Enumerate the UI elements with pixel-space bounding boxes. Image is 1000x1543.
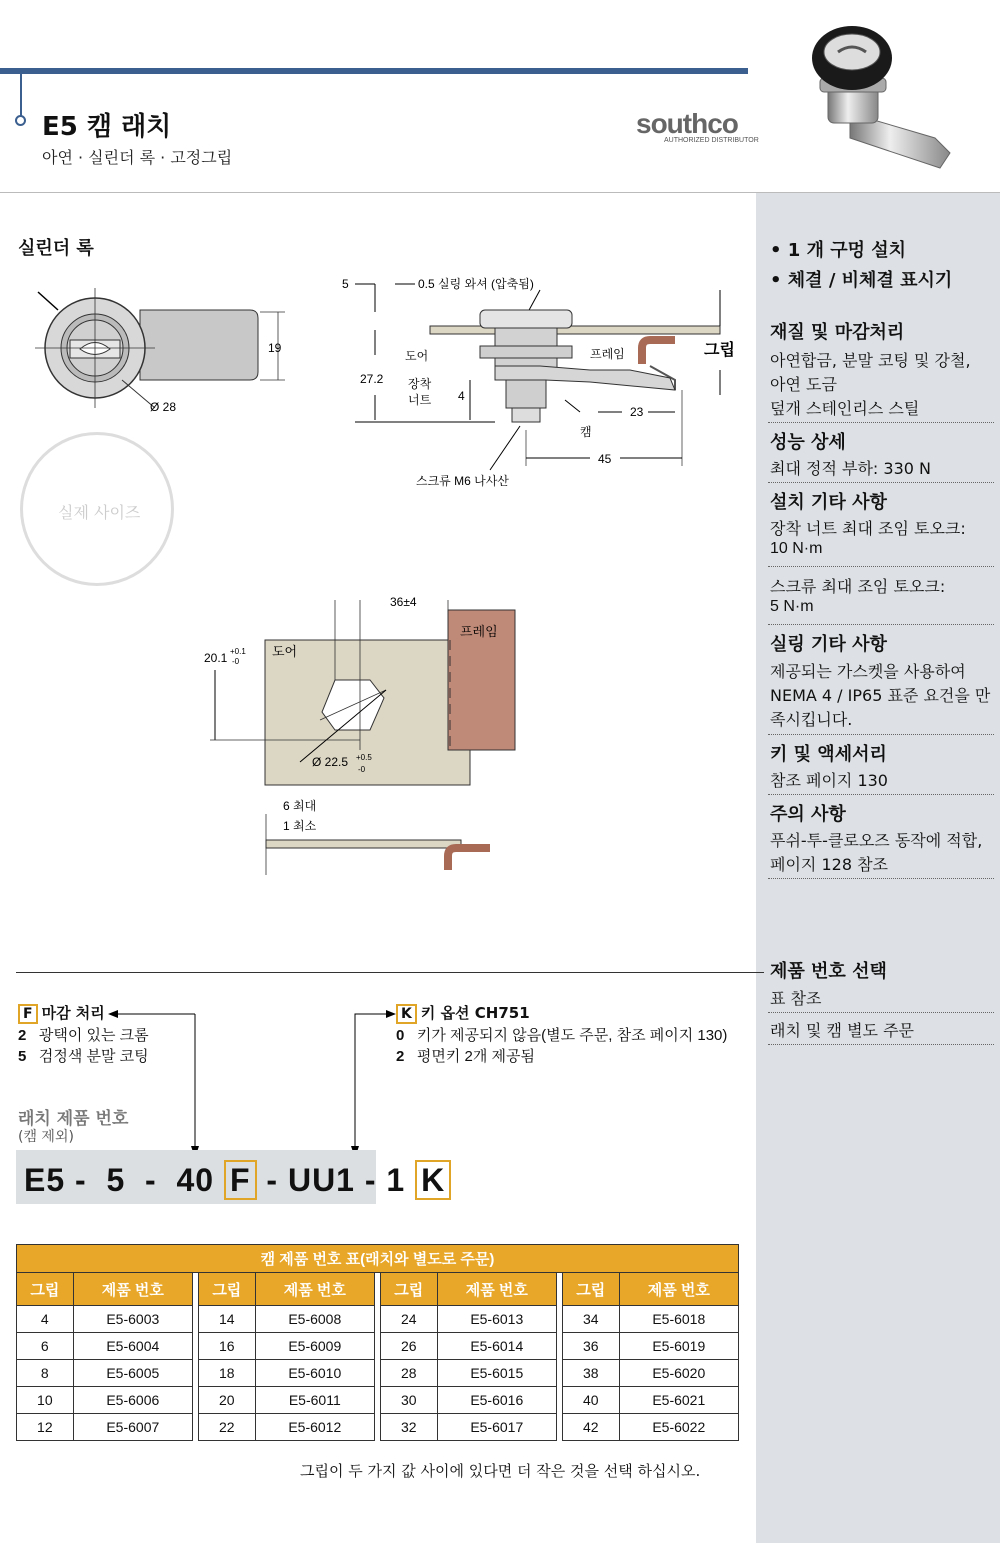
tol-22-5-minus: -0 xyxy=(358,765,366,774)
cam-part-number-table xyxy=(16,1244,739,1441)
selection-heading: 제품 번호 선택 xyxy=(770,961,887,982)
install-heading: 설치 기타 사항 xyxy=(770,492,887,513)
part-number-cell: E5-6003 xyxy=(73,1306,192,1333)
actual-size-label: 실제 사이즈 xyxy=(58,503,141,522)
finish-heading: F 마감 처리 xyxy=(18,1002,105,1024)
max-6: 6 최대 xyxy=(283,799,317,813)
selection-line-2: 래치 및 캠 별도 주문 xyxy=(770,1021,914,1040)
dim-4: 4 xyxy=(458,389,465,403)
col-grip: 그립 xyxy=(380,1273,437,1306)
part-number-cell: E5-6004 xyxy=(73,1333,192,1360)
key-option-1: 0 키가 제공되지 않음(별도 주문, 참조 페이지 130) xyxy=(396,1027,728,1044)
header-accent-bar xyxy=(0,68,748,74)
divider xyxy=(768,422,994,423)
material-line-1: 아연합금, 분말 코팅 및 강철, xyxy=(770,351,971,370)
part-number-cell: E5-6019 xyxy=(619,1333,738,1360)
part-number-cell: E5-6017 xyxy=(437,1414,556,1441)
finish-option-2: 5 검정색 분말 코팅 xyxy=(18,1048,149,1065)
caution-line-2: 페이지 128 참조 xyxy=(770,855,888,874)
performance-line-1: 최대 정적 부하: 330 N xyxy=(770,459,931,478)
caution-line-1: 푸쉬-투-클로오즈 동작에 적합, xyxy=(770,831,983,850)
brand-logo: southco xyxy=(636,108,738,139)
grip-cell: 22 xyxy=(198,1414,255,1441)
dim-19: 19 xyxy=(268,341,282,355)
keys-line-1: 참조 페이지 130 xyxy=(770,771,888,790)
install-line-2: 10 N·m xyxy=(770,540,823,557)
part-number-cell: E5-6008 xyxy=(255,1306,374,1333)
header-vertical-line xyxy=(20,74,22,116)
table-caption: 캠 제품 번호 표(래치와 별도로 주문) xyxy=(17,1245,739,1273)
header-bullet-circle xyxy=(15,115,26,126)
grip-cell: 40 xyxy=(562,1387,619,1414)
sealing-line-2: NEMA 4 / IP65 표준 요건을 만 xyxy=(770,686,991,705)
install-line-4: 5 N·m xyxy=(770,598,814,615)
mount-nut-label-1: 장착 xyxy=(408,377,432,391)
dia-28: Ø 28 xyxy=(150,400,177,414)
section-divider xyxy=(16,972,764,973)
dim-27-2: 27.2 xyxy=(360,372,384,386)
part-number-cell: E5-6011 xyxy=(255,1387,374,1414)
divider xyxy=(768,794,994,795)
part-number-cell: E5-6010 xyxy=(255,1360,374,1387)
table-row xyxy=(17,1360,739,1387)
part-number-cell: E5-6009 xyxy=(255,1333,374,1360)
col-part-number: 제품 번호 xyxy=(255,1273,374,1306)
divider xyxy=(768,1044,994,1045)
grip-cell: 4 xyxy=(17,1306,74,1333)
part-number-cell: E5-6018 xyxy=(619,1306,738,1333)
install-line-1: 장착 너트 최대 조임 토오크: xyxy=(770,519,966,538)
grip-label: 그립 xyxy=(704,342,735,359)
table-row xyxy=(17,1306,739,1333)
grip-cell: 14 xyxy=(198,1306,255,1333)
front-view-drawing xyxy=(10,280,310,430)
col-grip: 그립 xyxy=(17,1273,74,1306)
part-number-cell: E5-6015 xyxy=(437,1360,556,1387)
grip-cell: 6 xyxy=(17,1333,74,1360)
table-row xyxy=(17,1387,739,1414)
part-number-cell: E5-6007 xyxy=(73,1414,192,1441)
divider xyxy=(768,734,994,735)
table-note: 그립이 두 가지 값 사이에 있다면 더 작은 것을 선택 하십시오. xyxy=(300,1462,701,1480)
part-number-cell: E5-6022 xyxy=(619,1414,738,1441)
frame-label-2: 프레임 xyxy=(460,624,498,639)
part-number-cell: E5-6020 xyxy=(619,1360,738,1387)
divider xyxy=(768,624,994,625)
screw-label: 스크류 M6 나사산 xyxy=(416,474,509,488)
part-number-cell: E5-6016 xyxy=(437,1387,556,1414)
grip-cell: 28 xyxy=(380,1360,437,1387)
latch-pn-heading: 래치 제품 번호 xyxy=(18,1109,129,1129)
min-1: 1 최소 xyxy=(283,819,317,833)
part-number-cell: E5-6021 xyxy=(619,1387,738,1414)
table-header-row xyxy=(17,1273,739,1306)
dia-22-5: Ø 22.5 xyxy=(312,755,349,769)
keys-heading: 키 및 액세서리 xyxy=(770,744,887,765)
finish-option-1: 2 광택이 있는 크롬 xyxy=(18,1027,149,1044)
brand-logo-subtitle: AUTHORIZED DISTRIBUTOR xyxy=(664,137,759,144)
cutout-drawing xyxy=(190,590,530,880)
tol-20-1-minus: -0 xyxy=(232,657,240,666)
key-option-2: 2 평면키 2개 제공됨 xyxy=(396,1048,535,1065)
product-photo xyxy=(790,18,970,178)
page-subtitle: 아연 · 실린더 록 · 고정그립 xyxy=(42,148,233,167)
install-line-3: 스크류 최대 조임 토오크: xyxy=(770,577,946,596)
part-number-cell: E5-6005 xyxy=(73,1360,192,1387)
grip-cell: 38 xyxy=(562,1360,619,1387)
selection-line-1: 표 참조 xyxy=(770,989,822,1008)
sealing-heading: 실링 기타 사항 xyxy=(770,634,887,655)
performance-heading: 성능 상세 xyxy=(770,432,846,453)
dim-45: 45 xyxy=(598,452,612,466)
washer-label: 0.5 실링 와셔 (압축됨) xyxy=(418,277,534,291)
part-number: E5 - 5 - 40 F - UU1 - 1 K xyxy=(24,1160,451,1200)
bullet-2: • 체결 / 비체결 표시기 xyxy=(770,270,953,291)
cam-label: 캠 xyxy=(580,425,592,439)
grip-cell: 42 xyxy=(562,1414,619,1441)
material-line-2: 아연 도금 xyxy=(770,375,837,394)
grip-cell: 16 xyxy=(198,1333,255,1360)
caution-heading: 주의 사항 xyxy=(770,804,846,825)
section-title: 실린더 록 xyxy=(18,238,94,259)
door-label-2: 도어 xyxy=(272,644,298,659)
tol-22-5-plus: +0.5 xyxy=(356,753,372,762)
part-number-cell: E5-6012 xyxy=(255,1414,374,1441)
grip-cell: 20 xyxy=(198,1387,255,1414)
dim-36: 36±4 xyxy=(390,595,417,609)
col-part-number: 제품 번호 xyxy=(73,1273,192,1306)
col-grip: 그립 xyxy=(562,1273,619,1306)
part-number-cell: E5-6013 xyxy=(437,1306,556,1333)
selection-arrows xyxy=(100,1000,400,1160)
frame-label: 프레임 xyxy=(590,347,625,361)
key-option-heading: K 키 옵션 CH751 xyxy=(396,1002,530,1024)
sealing-line-1: 제공되는 가스켓을 사용하여 xyxy=(770,662,966,681)
mount-nut-label-2: 너트 xyxy=(408,393,432,407)
page-title: E5 캠 래치 xyxy=(42,112,172,142)
table-row xyxy=(17,1333,739,1360)
dim-20-1: 20.1 xyxy=(204,651,228,665)
part-number-cell: E5-6006 xyxy=(73,1387,192,1414)
side-view-drawing xyxy=(330,270,750,500)
grip-cell: 26 xyxy=(380,1333,437,1360)
grip-cell: 10 xyxy=(17,1387,74,1414)
material-heading: 재질 및 마감처리 xyxy=(770,322,905,343)
tol-20-1-plus: +0.1 xyxy=(230,647,246,656)
divider xyxy=(768,566,994,567)
divider xyxy=(768,1012,994,1013)
col-grip: 그립 xyxy=(198,1273,255,1306)
grip-cell: 24 xyxy=(380,1306,437,1333)
grip-cell: 36 xyxy=(562,1333,619,1360)
latch-pn-sub: (캠 제외) xyxy=(18,1129,74,1145)
table-row xyxy=(17,1414,739,1441)
col-part-number: 제품 번호 xyxy=(437,1273,556,1306)
bullet-1: • 1 개 구멍 설치 xyxy=(770,240,907,261)
grip-cell: 34 xyxy=(562,1306,619,1333)
grip-cell: 8 xyxy=(17,1360,74,1387)
divider xyxy=(768,878,994,879)
material-line-3: 덮개 스테인리스 스틸 xyxy=(770,399,920,418)
grip-cell: 30 xyxy=(380,1387,437,1414)
grip-cell: 32 xyxy=(380,1414,437,1441)
col-part-number: 제품 번호 xyxy=(619,1273,738,1306)
grip-cell: 18 xyxy=(198,1360,255,1387)
divider xyxy=(768,482,994,483)
part-number-cell: E5-6014 xyxy=(437,1333,556,1360)
grip-cell: 12 xyxy=(17,1414,74,1441)
door-label: 도어 xyxy=(405,349,429,363)
dim-5: 5 xyxy=(342,277,349,291)
sealing-line-3: 족시킵니다. xyxy=(770,710,853,729)
dim-23: 23 xyxy=(630,405,644,419)
